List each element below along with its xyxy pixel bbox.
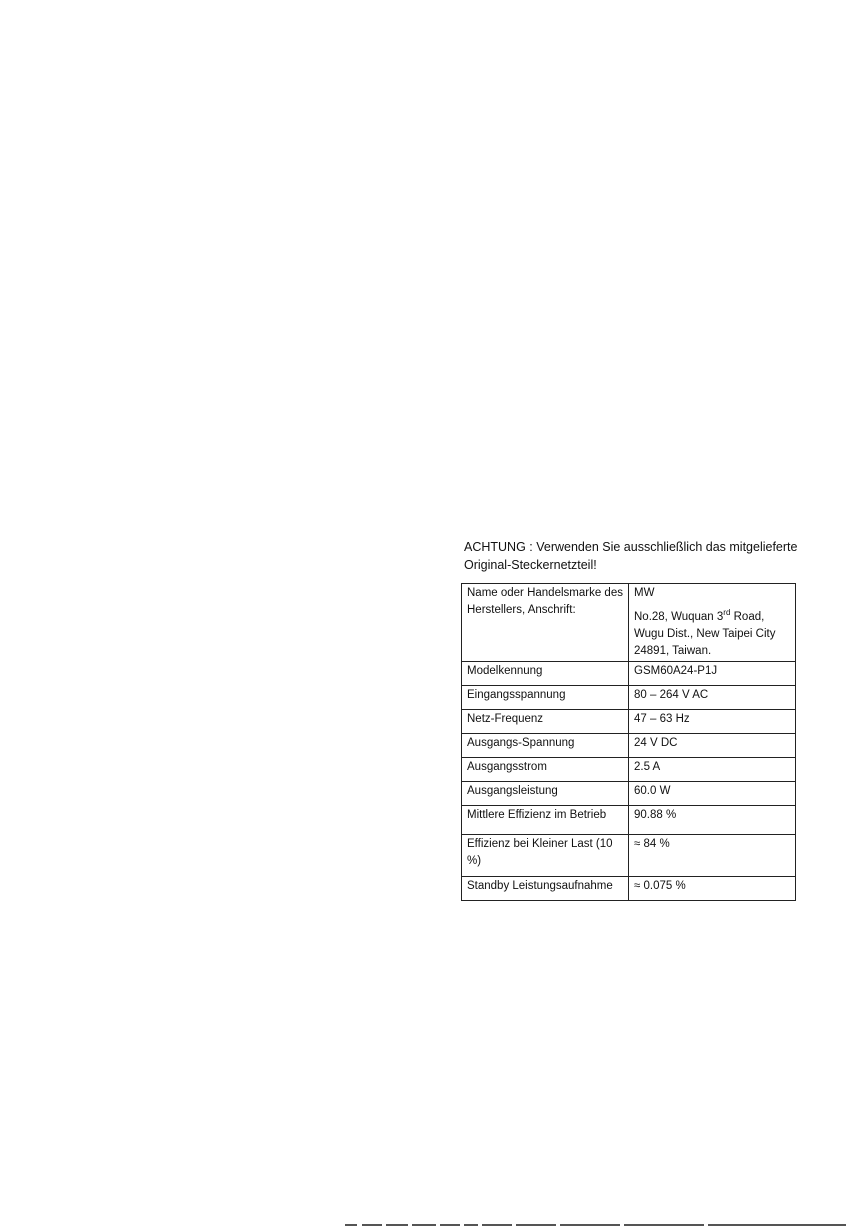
table-row [462, 584, 796, 662]
spec-value-cell: ≈ 0.075 % [629, 877, 796, 901]
table-row [462, 835, 796, 877]
spec-value-cell: GSM60A24-P1J [629, 662, 796, 686]
table-row [462, 782, 796, 806]
table-row [462, 686, 796, 710]
spec-table [461, 583, 796, 901]
spec-label-cell: Mittlere Effizienz im Betrieb [462, 806, 629, 835]
spec-label-cell: Ausgangsstrom [462, 758, 629, 782]
spec-value-cell: ≈ 84 % [629, 835, 796, 877]
warning-line-2: Original-Steckernetzteil! [464, 558, 597, 572]
maker-label-cell: Name oder Handelsmarke des Herstellers, Anschrift: [462, 584, 629, 662]
spec-label-cell: Effizienz bei Kleiner Last (10 %) [462, 835, 629, 877]
scan-edge-artifact [0, 1222, 846, 1226]
maker-address: No.28, Wuquan 3rd Road, Wugu Dist., New Taipei City 24891, Taiwan. [634, 608, 776, 657]
spec-value-cell: 80 – 264 V AC [629, 686, 796, 710]
warning-text [464, 538, 824, 574]
maker-value-cell [629, 584, 796, 662]
spec-value-cell: 47 – 63 Hz [629, 710, 796, 734]
spec-label-cell: Eingangsspannung [462, 686, 629, 710]
table-row [462, 662, 796, 686]
spec-value-cell: 24 V DC [629, 734, 796, 758]
spec-label-cell: Netz-Frequenz [462, 710, 629, 734]
table-row [462, 734, 796, 758]
spec-label-cell: Ausgangs-Spannung [462, 734, 629, 758]
table-row [462, 877, 796, 901]
spec-value-cell: 2.5 A [629, 758, 796, 782]
spec-value-cell: 60.0 W [629, 782, 796, 806]
spec-label-cell: Modelkennung [462, 662, 629, 686]
spec-label-cell: Standby Leistungsaufnahme [462, 877, 629, 901]
table-row [462, 758, 796, 782]
table-row [462, 806, 796, 835]
spec-label-cell: Ausgangsleistung [462, 782, 629, 806]
maker-name: MW [634, 587, 655, 599]
warning-line-1: ACHTUNG : Verwenden Sie ausschließlich das mitgelieferte [464, 540, 798, 554]
table-row [462, 710, 796, 734]
spec-value-cell: 90.88 % [629, 806, 796, 835]
